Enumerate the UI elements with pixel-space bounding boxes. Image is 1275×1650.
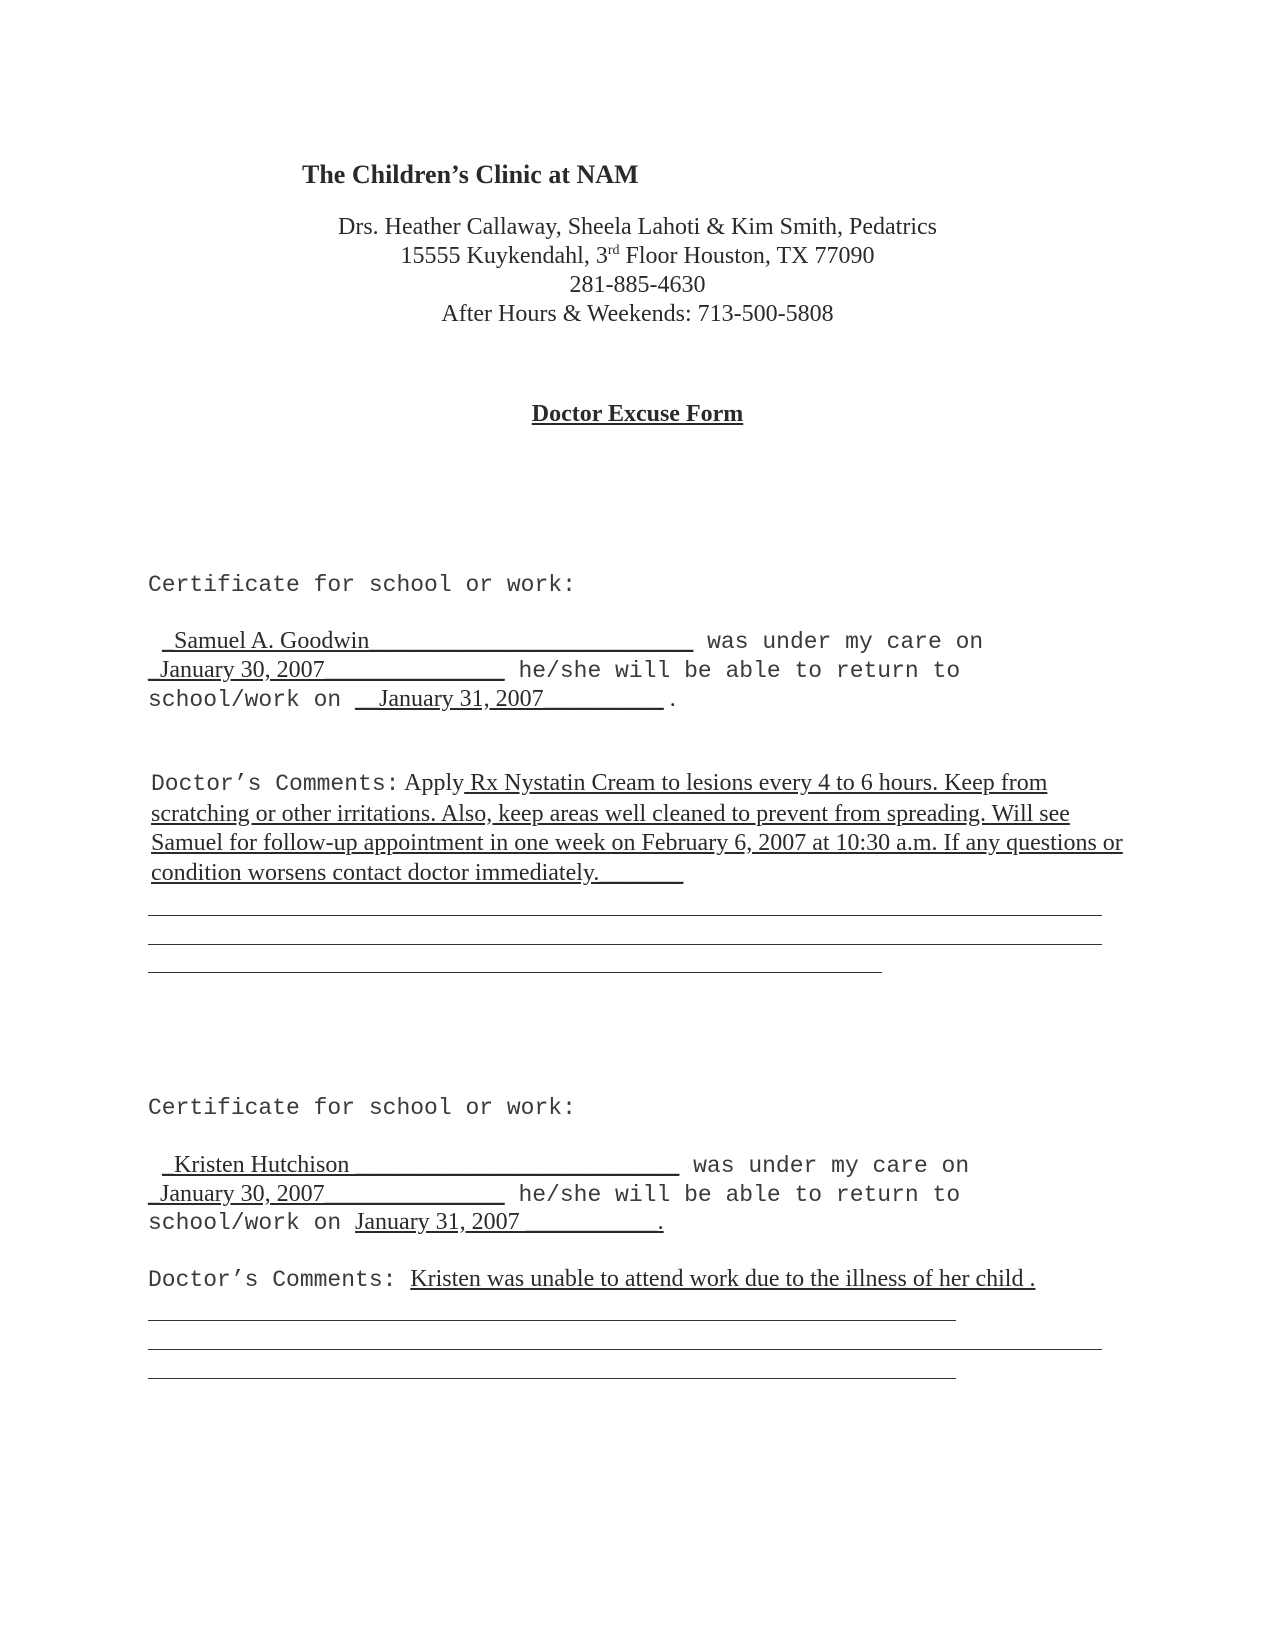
certificate-heading-1: Certificate for school or work:	[148, 572, 576, 598]
comments-text-2: Kristen was unable to attend work due to the illness of her child .	[410, 1266, 1036, 1292]
return-text-1: he/she will be able to return to	[504, 658, 961, 684]
school-work-on-1: school/work on	[148, 687, 356, 713]
care-text-1: was under my care on	[693, 629, 984, 655]
comment-rule-1b	[148, 944, 1102, 945]
return-line-1	[148, 686, 676, 713]
form-title: Doctor Excuse Form	[531, 401, 744, 427]
address-floor-suffix: rd	[607, 243, 620, 258]
date-line-1	[148, 657, 960, 684]
comment-rule-2c	[148, 1378, 956, 1379]
comments-line-2	[148, 1266, 1035, 1293]
return-date-2: January 31, 2007 ___________.	[355, 1209, 664, 1235]
doctors-line: Drs. Heather Callaway, Sheela Lahoti & Kim Smith, Pedatrics	[338, 214, 937, 240]
date-line-2	[148, 1181, 960, 1208]
patient-name-2: _Kristen Hutchison ___________________________	[162, 1152, 680, 1178]
address-street: 15555 Kuykendahl, 3	[400, 243, 608, 269]
comments-label-1: Doctor’s Comments:	[151, 771, 400, 797]
patient-name-1: _Samuel A. Goodwin___________________________	[162, 628, 694, 654]
school-work-on-2: school/work on	[148, 1210, 356, 1236]
return-text-2: he/she will be able to return to	[504, 1182, 961, 1208]
comment-rule-1a	[148, 915, 1102, 916]
certificate-heading-2: Certificate for school or work:	[148, 1095, 576, 1121]
comments-block-1	[151, 769, 1131, 888]
comment-rule-2a	[148, 1320, 956, 1321]
end-period-1: .	[663, 686, 676, 712]
comments-label-2: Doctor’s Comments:	[148, 1267, 397, 1293]
after-hours-line: After Hours & Weekends: 713-500-5808	[441, 301, 834, 327]
comment-rule-1c	[148, 972, 882, 973]
comment-rule-2b	[148, 1349, 1102, 1350]
date-seen-1: _January 30, 2007_______________	[148, 657, 505, 683]
care-line-2	[162, 1152, 969, 1179]
care-text-2: was under my care on	[679, 1153, 970, 1179]
phone-line: 281-885-4630	[569, 272, 706, 298]
comments-text-1: Rx Nystatin Cream to lesions every 4 to 6 hours. Keep from scratching or other irritations. Also, keep areas well cleaned to prevent from spreading. Will see Samuel for follow-up appointment in one week on February 6, 2007 at 10:30 a.m. If any questions or condition worsens contact doctor immediately._______	[151, 770, 1123, 886]
clinic-name: The Children’s Clinic at NAM	[302, 160, 639, 189]
return-date-1: __January 31, 2007__________	[355, 686, 664, 712]
address-line	[0, 241, 1275, 271]
address-city: Floor Houston, TX 77090	[619, 243, 875, 269]
date-seen-2: _January 30, 2007_______________	[148, 1181, 505, 1207]
care-line-1	[162, 628, 983, 655]
comments-lead-1: Apply	[399, 770, 465, 796]
return-line-2	[148, 1209, 664, 1236]
